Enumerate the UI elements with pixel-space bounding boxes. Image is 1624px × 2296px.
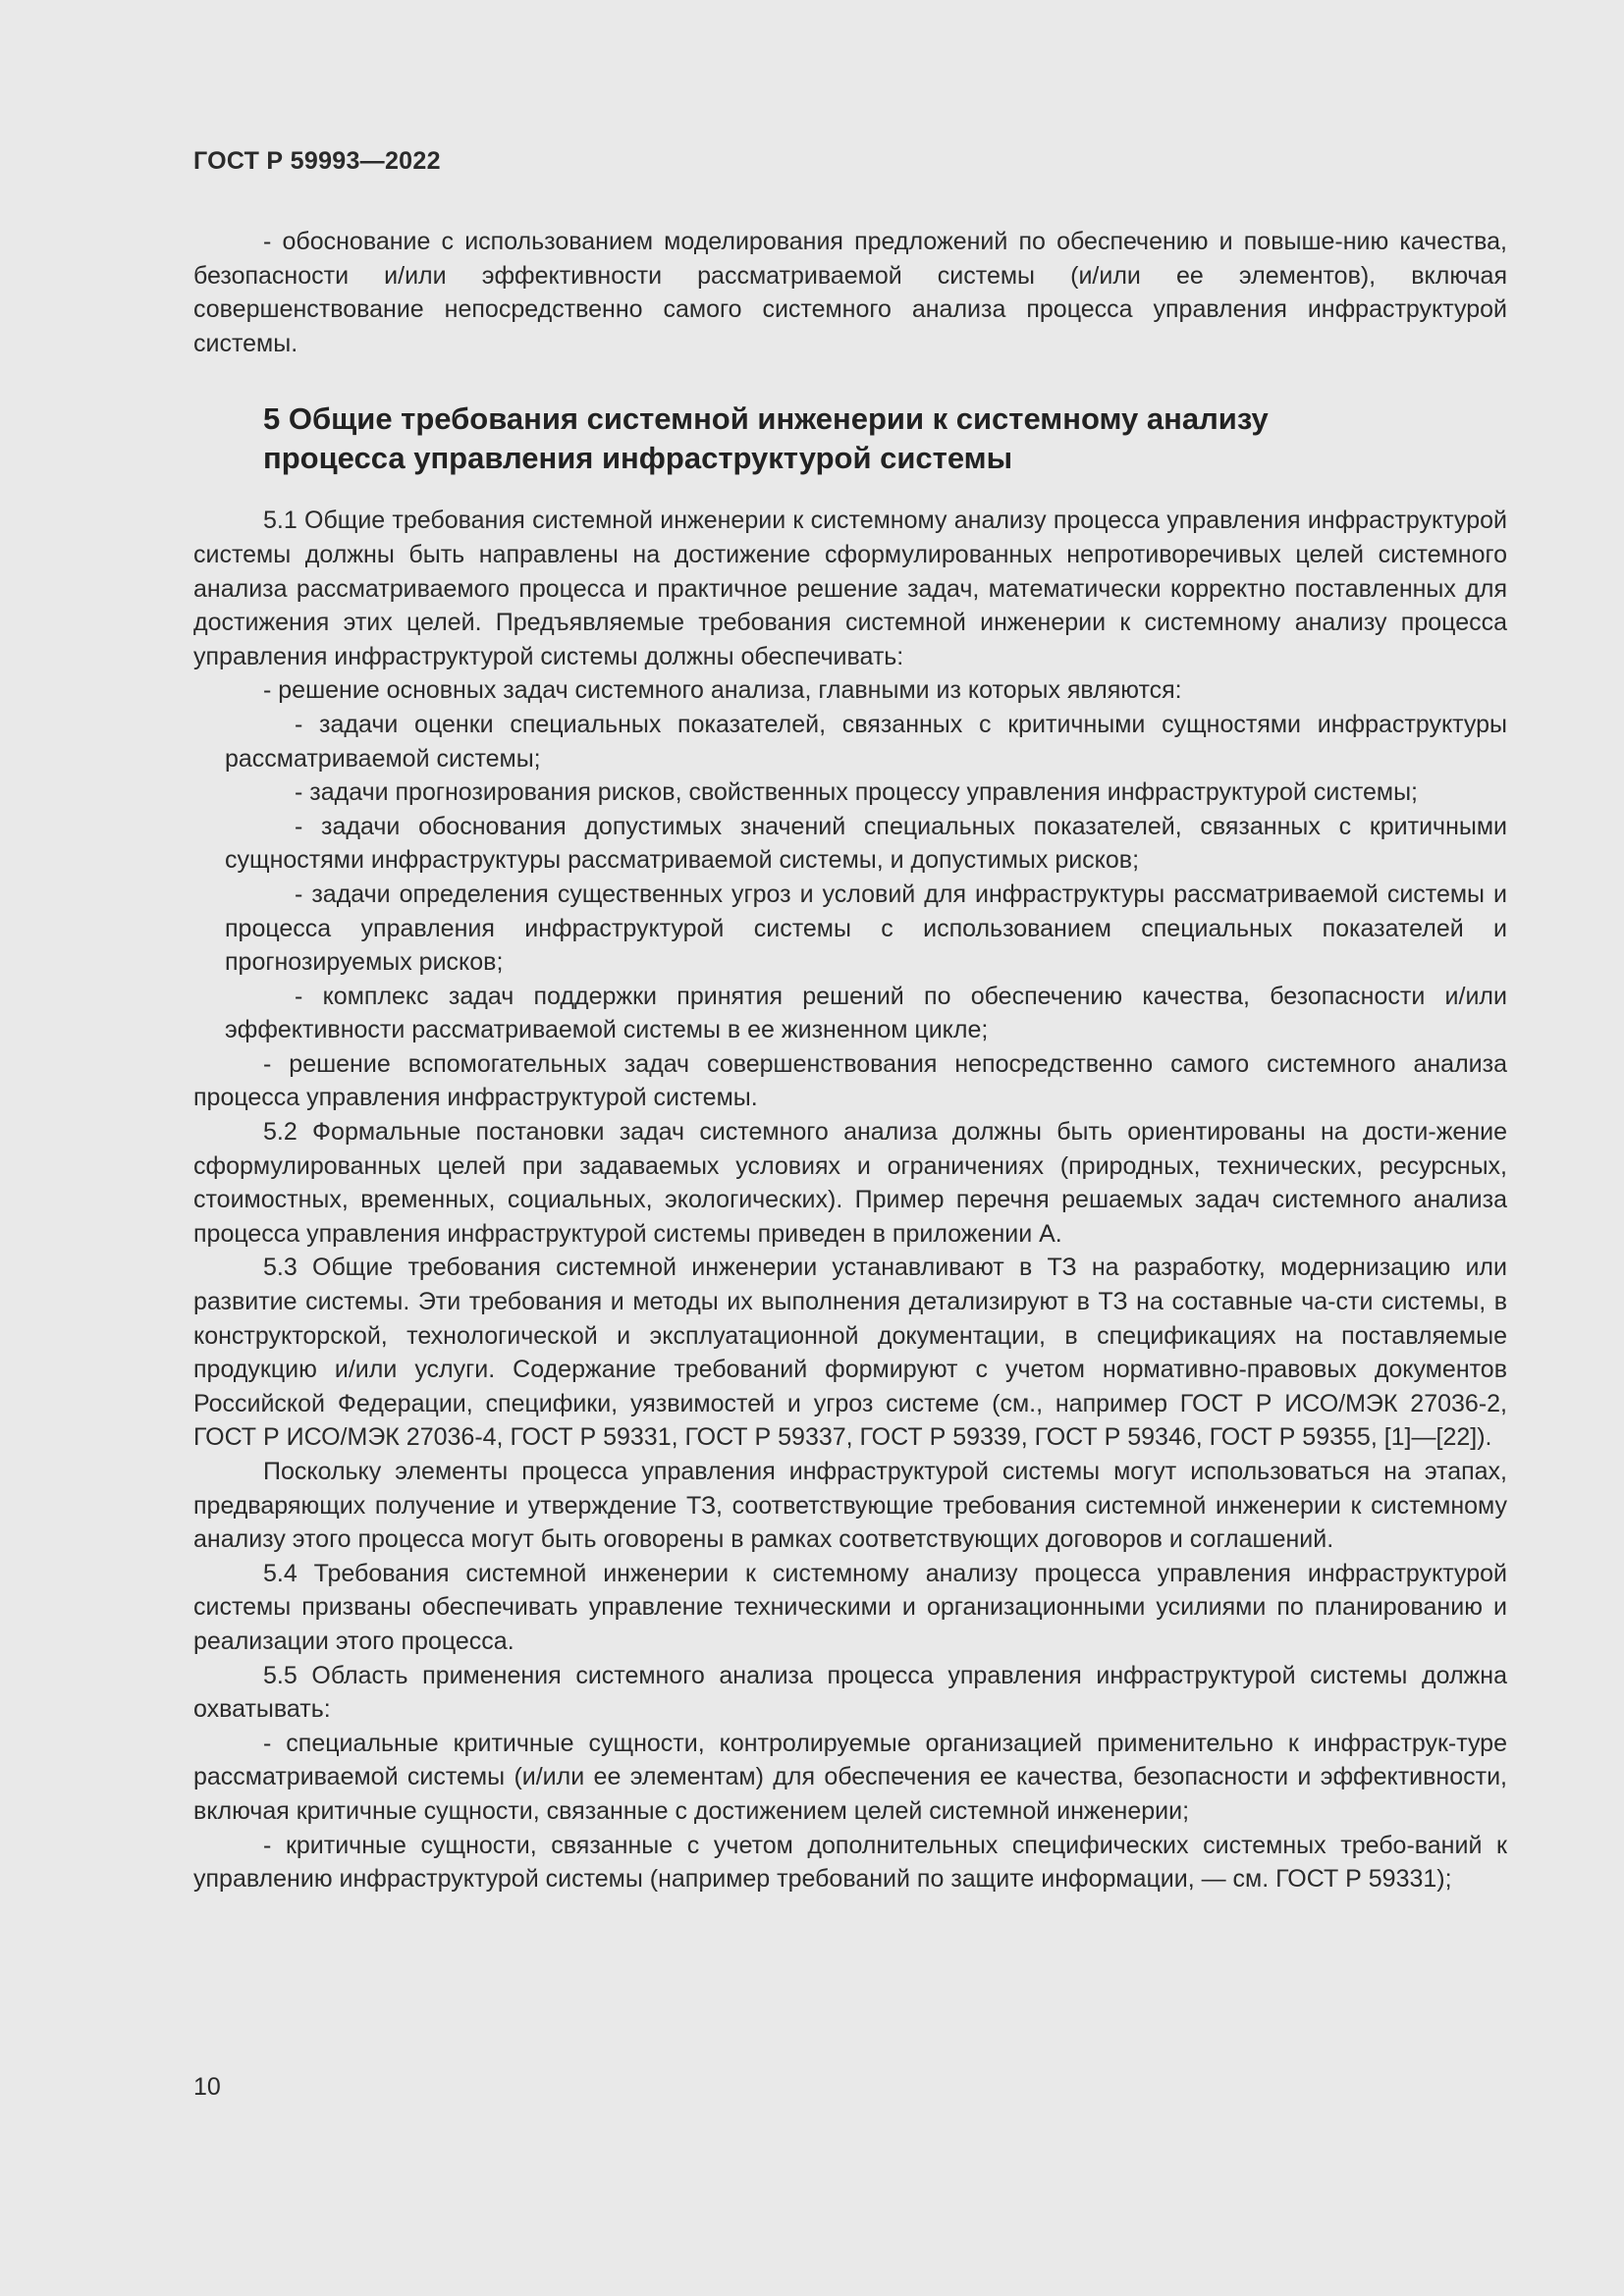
document-header: ГОСТ Р 59993—2022: [193, 147, 441, 175]
sub-list-item: - задачи определения существенных угроз и условий для инфраструктуры рассматриваемой системы и процесса управления инфраструктурой системы с использованием специальных показателей и прогнозируемых рисков;: [225, 880, 1507, 977]
section-heading: [263, 400, 1507, 478]
sub-list-item: - задачи оценки специальных показателей, связанных с критичными сущностями инфраструктуры рассматриваемой системы;: [225, 710, 1507, 773]
section-heading-line2: процесса управления инфраструктурой системы: [263, 441, 1013, 476]
paragraph-5-5: 5.5 Область применения системного анализа процесса управления инфраструктурой системы должна охватывать:: [193, 1661, 1507, 1724]
paragraph-5-4: 5.4 Требования системной инженерии к системному анализу процесса управления инфраструктурой системы призваны обеспечивать управление техническими и организационными усилиями по планированию и реализации этого процесса.: [193, 1559, 1507, 1655]
document-body: [193, 225, 1507, 1896]
list-item: - критичные сущности, связанные с учетом дополнительных специфических системных требо-ваний к управлению инфраструктурой системы (например требований по защите информации, — см. ГОСТ Р 59331);: [193, 1831, 1507, 1894]
intro-paragraph: - обоснование с использованием моделирования предложений по обеспечению и повыше-нию качества, безопасности и/или эффективности рассматриваемой системы (и/или ее элементов), включая совершенствование непосредственно самого системного анализа процесса управления инфраструктурой системы.: [193, 228, 1507, 357]
sub-list-item: - задачи прогнозирования рисков, свойственных процессу управления инфраструктурой системы;: [295, 778, 1418, 807]
sub-list-item: - комплекс задач поддержки принятия решений по обеспечению качества, безопасности и/или эффективности рассматриваемой системы в ее жизненном цикле;: [225, 982, 1507, 1044]
paragraph-5-3-cont: Поскольку элементы процесса управления инфраструктурой системы могут использоваться на этапах, предваряющих получение и утверждение ТЗ, соответствующие требования системной инженерии к системному анализу этого процесса могут быть оговорены в рамках соответствующих договоров и соглашений.: [193, 1458, 1507, 1554]
paragraph-5-3: 5.3 Общие требования системной инженерии устанавливают в ТЗ на разработку, модернизацию или развитие системы. Эти требования и методы их выполнения детализируют в ТЗ на составные ча-сти системы, в конструкторской, технологической и эксплуатационной документации, в спецификациях на поставляемые продукцию и/или услуги. Содержание требований формируют с учетом нормативно-правовых документов Российской Федерации, специфики, уязвимостей и угроз системе (см., например ГОСТ Р ИСО/МЭК 27036-2, ГОСТ Р ИСО/МЭК 27036-4, ГОСТ Р 59331, ГОСТ Р 59337, ГОСТ Р 59339, ГОСТ Р 59346, ГОСТ Р 59355, [1]—[22]).: [193, 1254, 1507, 1452]
list-item: - решение вспомогательных задач совершенствования непосредственно самого системного анализа процесса управления инфраструктурой системы.: [193, 1049, 1507, 1112]
sub-list-item: - задачи обоснования допустимых значений специальных показателей, связанных с критичными сущностями инфраструктуры рассматриваемой системы, и допустимых рисков;: [225, 812, 1507, 875]
paragraph-5-2: 5.2 Формальные постановки задач системного анализа должны быть ориентированы на дости-жение сформулированных целей при задаваемых условиях и ограничениях (природных, технических, ресурсных, стоимостных, временных, социальных, экологических). Пример перечня решаемых задач системного анализа процесса управления инфраструктурой системы приведен в приложении А.: [193, 1118, 1507, 1248]
page-number: 10: [193, 2073, 221, 2101]
list-item: - решение основных задач системного анализа, главными из которых являются:: [263, 676, 1182, 705]
list-item: - специальные критичные сущности, контролируемые организацией применительно к инфраструк-туре рассматриваемой системы (и/или ее элементам) для обеспечения ее качества, безопасности и эффективности, включая критичные сущности, связанные с достижением целей системной инженерии;: [193, 1729, 1507, 1825]
section-heading-line1: 5 Общие требования системной инженерии к системному анализу: [263, 401, 1269, 437]
paragraph-5-1: 5.1 Общие требования системной инженерии к системному анализу процесса управления инфраструктурой системы должны быть направлены на достижение сформулированных непротиворечивых целей системного анализа рассматриваемого процесса и практичное решение задач, математически корректно поставленных для достижения этих целей. Предъявляемые требования системной инженерии к системному анализу процесса управления инфраструктурой системы должны обеспечивать:: [193, 507, 1507, 670]
